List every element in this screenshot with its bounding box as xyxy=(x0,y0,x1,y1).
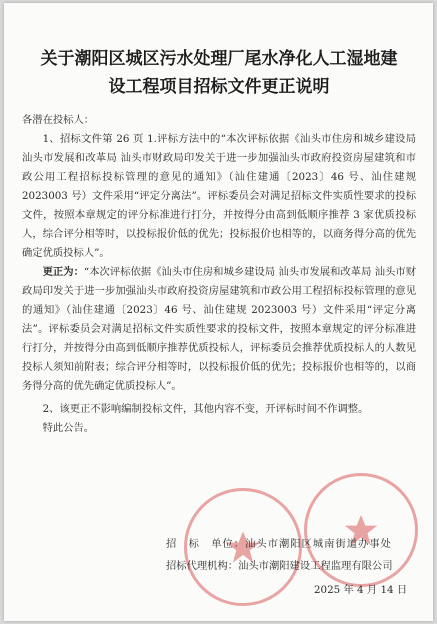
title-line-2: 设工程项目招标文件更正说明 xyxy=(108,77,330,97)
closing-text: 特此公告。 xyxy=(42,422,95,434)
paragraph-note: 2、该更正不影响编制投标文件，其他内容不变，开评标时间不作调整。 xyxy=(42,403,369,415)
correction-label: 更正为： xyxy=(42,266,84,278)
title-line-1: 关于潮阳区城区污水处理厂尾水净化人工湿地建 xyxy=(40,49,398,69)
document-date: 2025 年 4 月 14 日 xyxy=(314,584,408,596)
document-title xyxy=(24,45,414,101)
signature-agent: 招标代理机构：汕头市潮阳建设工程监理有限公司 xyxy=(166,560,393,572)
document-page xyxy=(4,3,433,621)
salutation: 各潜在投标人： xyxy=(22,114,95,126)
paragraph-original-text: 1、招标文件第 26 页 1.评标方法中的“本次评标依据《汕头市住房和城乡建设局 汕头市发展和改革局 汕头市财政局印发关于进一步加强汕头市政府投资房屋建筑和市政公用工程招标投标管理的意见的通知》（汕住建通〔2023〕46 号、汕住建规 2023003 号）文件采用“评定分离法”。评标委员会对满足招标文件实质性要求的投标文件，按照本章规定的评分标准进行打分，并按得分由高到低顺序推荐 3 家优质投标人，综合评分相等时，以投标报价低的优先；投标报价也相等的，以商务得分高的优先确定优质投标人”。 xyxy=(22,133,416,259)
paragraph-correction xyxy=(22,263,416,396)
document-body xyxy=(22,111,416,438)
signature-tenderer: 招 标 单位：汕头市潮阳区城南街道办事处 xyxy=(166,538,392,550)
correction-text: “本次评标依据《汕头市住房和城乡建设局 汕头市发展和改革局 汕头市财政局印发关于进一步加强汕头市政府投资房屋建筑和市政公用工程招标投标管理的意见的通知》（汕住建通〔2023〕46 号、汕住建规 2023003 号）文件采用“评定分离法”。评标委员会对满足招标文件实质性要求的投标文件，按照本章规定的评分标准进行打分，并按得分由高到低顺序推荐优质投标人，评标委员会推荐优质投标人的人数见投标人须知前附表；综合评分相等时，以投标报价低的优先；投标报价也相等的，以商务得分高的优先确定优质投标人”。 xyxy=(22,266,417,392)
